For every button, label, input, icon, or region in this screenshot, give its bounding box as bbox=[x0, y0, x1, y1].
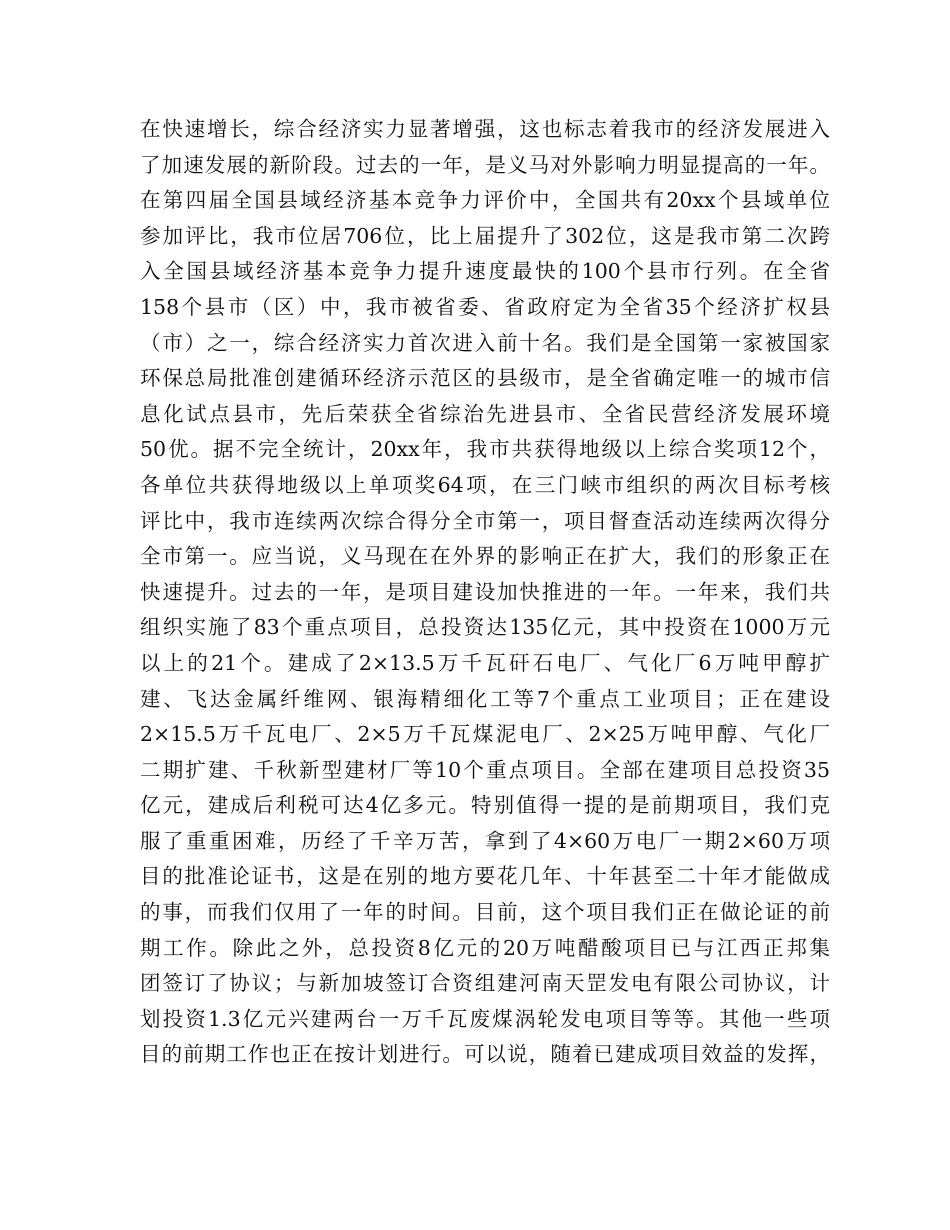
text-line: （市）之一，综合经济实力首次进入前十名。我们是全国第一家被国家 bbox=[140, 330, 830, 355]
text-line: 二期扩建、千秋新型建材厂等10个重点项目。全部在建项目总投资35 bbox=[140, 757, 830, 782]
text-line: 亿元，建成后利税可达4亿多元。特别值得一提的是前期项目，我们克 bbox=[140, 793, 830, 818]
text-line: 在快速增长，综合经济实力显著增强，这也标志着我市的经济发展进入 bbox=[140, 117, 830, 141]
text-line: 期工作。除此之外，总投资8亿元的20万吨醋酸项目已与江西正邦集 bbox=[140, 935, 830, 960]
text-line: 划投资1.3亿元兴建两台一万千瓦废煤涡轮发电项目等等。其他一些项 bbox=[140, 1006, 830, 1031]
text-line: 的事，而我们仅用了一年的时间。目前，这个项目我们正在做论证的前 bbox=[140, 900, 830, 925]
text-line: 目的前期工作也正在按计划进行。可以说，随着已建成项目效益的发挥， bbox=[140, 1042, 830, 1067]
text-line: 评比中，我市连续两次综合得分全市第一，项目督查活动连续两次得分 bbox=[140, 508, 830, 533]
text-line: 50优。据不完全统计，20xx年，我市共获得地级以上综合奖项12个， bbox=[140, 437, 830, 462]
text-line: 2×15.5万千瓦电厂、2×5万千瓦煤泥电厂、2×25万吨甲醇、气化厂 bbox=[140, 722, 830, 747]
text-line: 目的批准论证书，这是在别的地方要花几年、十年甚至二十年才能做成 bbox=[140, 864, 830, 889]
text-line: 以上的21个。建成了2×13.5万千瓦矸石电厂、气化厂6万吨甲醇扩 bbox=[140, 650, 830, 675]
text-line: 各单位共获得地级以上单项奖64项，在三门峡市组织的两次目标考核 bbox=[140, 472, 830, 497]
text-line: 团签订了协议；与新加坡签订合资组建河南天罡发电有限公司协议，计 bbox=[140, 971, 830, 996]
body-text bbox=[140, 112, 830, 1073]
text-line: 建、飞达金属纤维网、银海精细化工等7个重点工业项目；正在建设 bbox=[140, 686, 830, 711]
text-line: 息化试点县市，先后荣获全省综治先进县市、全省民营经济发展环境 bbox=[140, 401, 830, 426]
text-line: 在第四届全国县域经济基本竞争力评价中，全国共有20xx个县域单位 bbox=[140, 188, 830, 213]
text-line: 组织实施了83个重点项目，总投资达135亿元，其中投资在1000万元 bbox=[140, 615, 830, 640]
text-line: 服了重重困难，历经了千辛万苦，拿到了4×60万电厂一期2×60万项 bbox=[140, 828, 830, 853]
text-line: 158个县市（区）中，我市被省委、省政府定为全省35个经济扩权县 bbox=[140, 294, 830, 319]
text-line: 环保总局批准创建循环经济示范区的县级市，是全省确定唯一的城市信 bbox=[140, 366, 830, 391]
text-line: 参加评比，我市位居706位，比上届提升了302位，这是我市第二次跨 bbox=[140, 223, 830, 248]
text-line: 全市第一。应当说，义马现在在外界的影响正在扩大，我们的形象正在 bbox=[140, 544, 830, 569]
text-line: 了加速发展的新阶段。过去的一年，是义马对外影响力明显提高的一年。 bbox=[140, 152, 830, 177]
text-line: 入全国县域经济基本竞争力提升速度最快的100个县市行列。在全省 bbox=[140, 259, 830, 284]
text-line: 快速提升。过去的一年，是项目建设加快推进的一年。一年来，我们共 bbox=[140, 579, 830, 604]
